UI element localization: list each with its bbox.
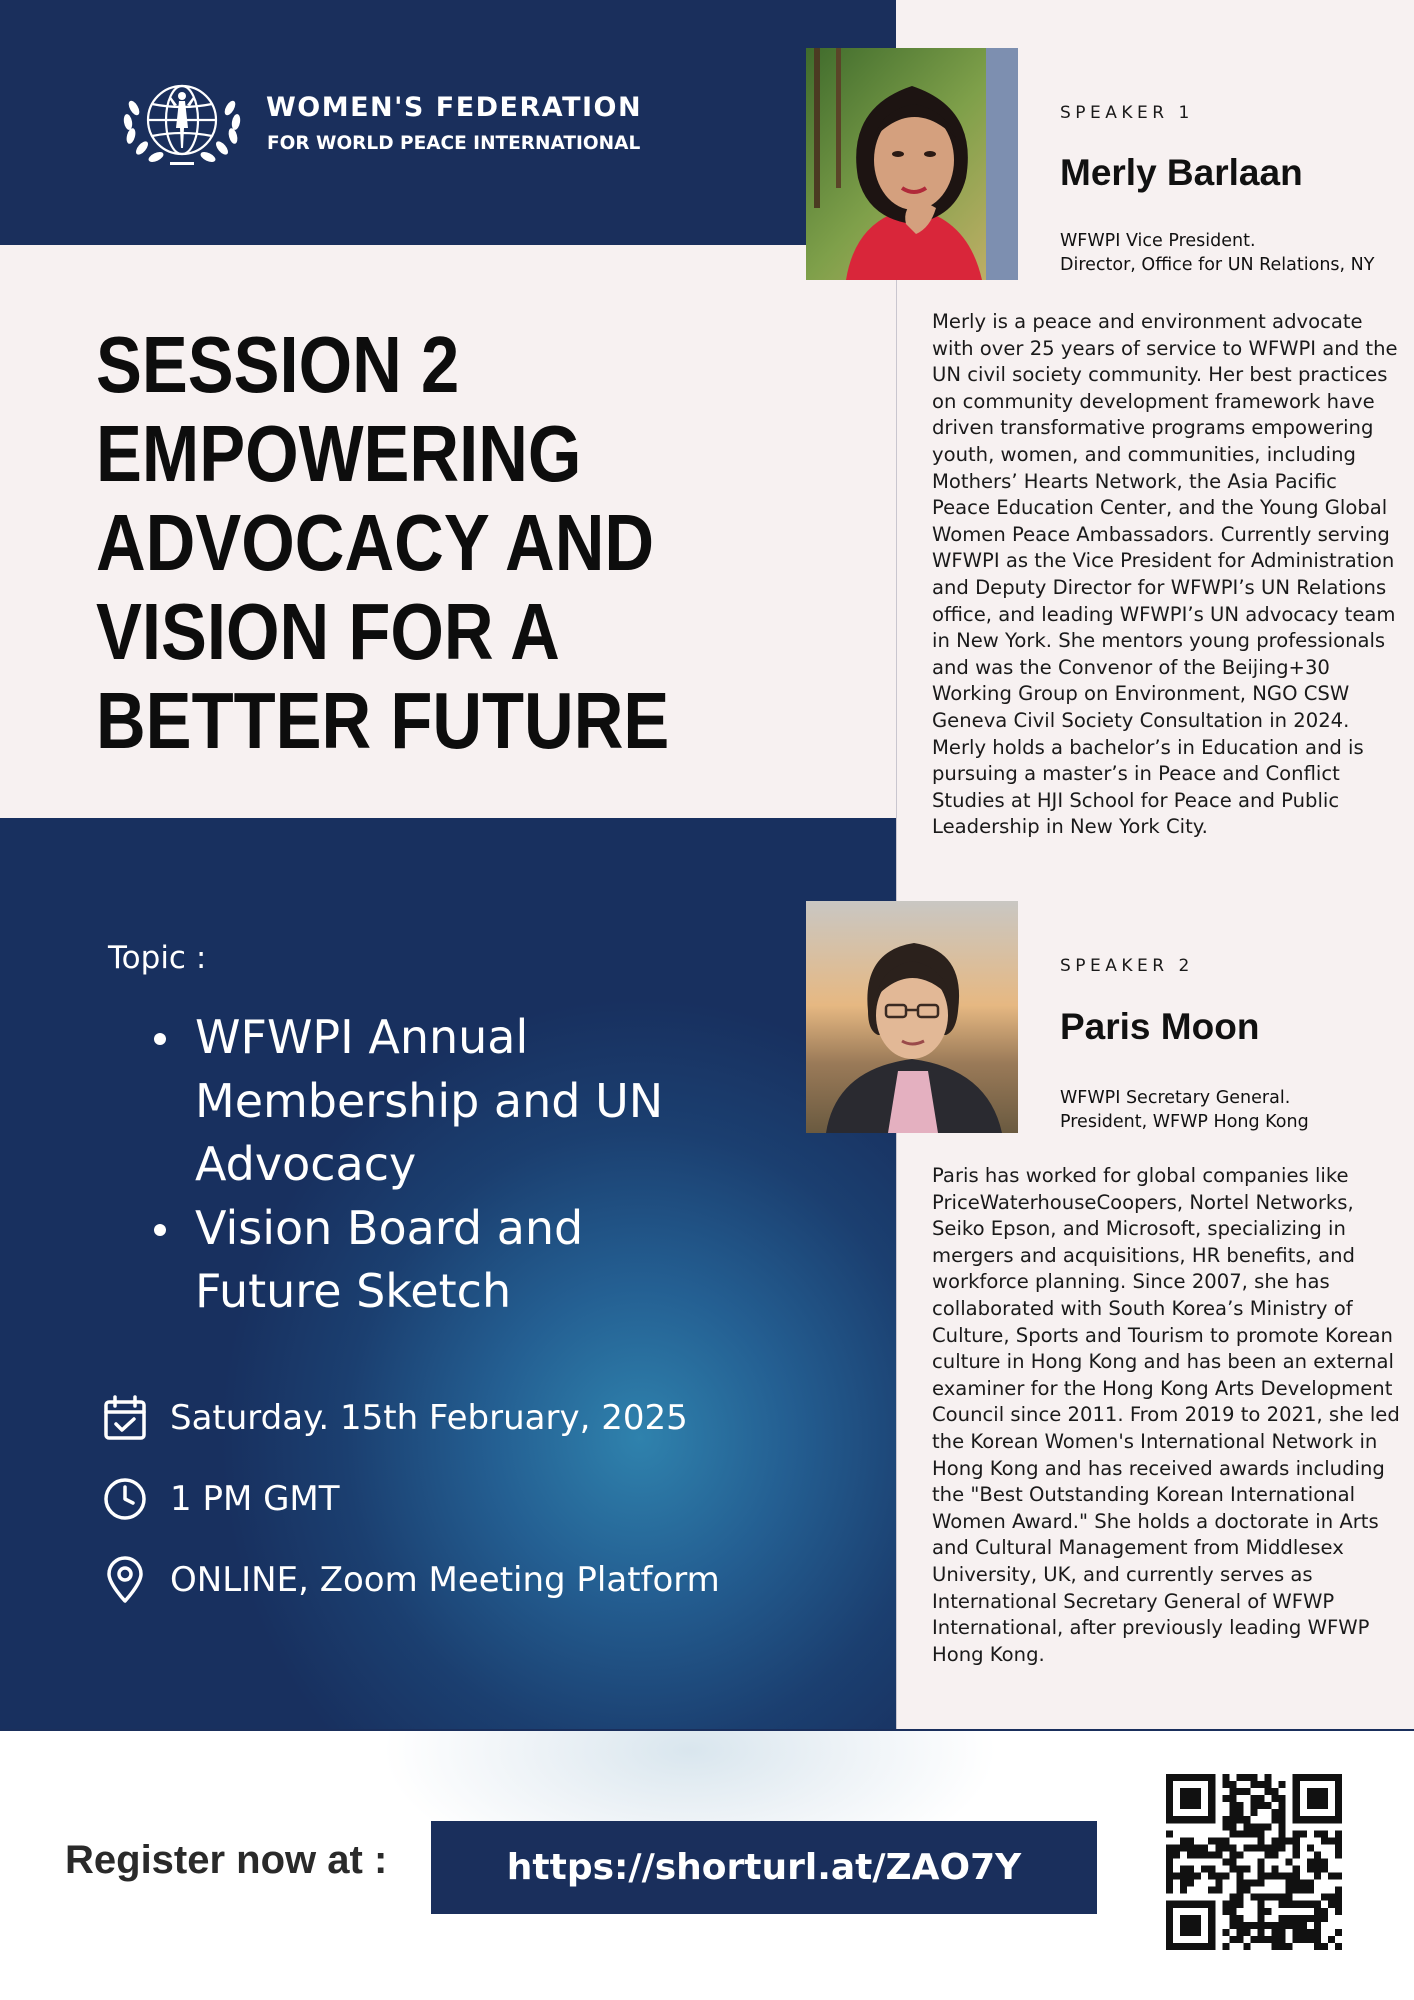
speaker-role-line: WFWPI Vice President. xyxy=(1060,231,1256,251)
wfwpi-logo xyxy=(112,78,252,170)
title-line: SESSION 2 xyxy=(96,320,460,409)
registration-url: https://shorturl.at/ZAO7Y xyxy=(506,1847,1022,1888)
session-title xyxy=(96,320,767,765)
topic-item: Vision Board and Future Sketch xyxy=(140,1197,700,1324)
speaker-role-line: WFWPI Secretary General. xyxy=(1060,1088,1291,1108)
title-line: EMPOWERING xyxy=(96,409,582,498)
title-line: BETTER FUTURE xyxy=(96,676,670,765)
clock-icon xyxy=(100,1474,150,1524)
event-location: ONLINE, Zoom Meeting Platform xyxy=(170,1560,720,1600)
speaker-1-name: Merly Barlaan xyxy=(1060,152,1303,193)
registration-qr-code[interactable] xyxy=(1166,1774,1342,1950)
registration-link[interactable] xyxy=(431,1821,1097,1914)
speaker-role-line: President, WFWP Hong Kong xyxy=(1060,1112,1309,1132)
event-time-row xyxy=(100,1474,340,1524)
speaker-role-line: Director, Office for UN Relations, NY xyxy=(1060,255,1375,275)
speaker-2-role xyxy=(1060,1086,1309,1134)
title-line: ADVOCACY AND xyxy=(96,498,655,587)
calendar-check-icon xyxy=(100,1393,150,1443)
event-location-row xyxy=(100,1555,720,1605)
speaker-1-bio: Merly is a peace and environment advocate with over 25 years of service to WFWPI and the UN civil society community. Her best practices on community development framework have driven transformative programs empowering youth, women, and communities, including Mothers’ Hearts Network, the Asia Pacific Peace Education Center, and the Young Global Women Peace Ambassadors. Currently serving WFWPI as the Vice President for Administration and Deputy Director for WFWPI’s UN Relations office, and leading WFWPI’s UN advocacy team in New York. She mentors young professionals and was the Convenor of the Beijing+30 Working Group on Environment, NGO CSW Geneva Civil Society Consultation in 2024. Merly holds a bachelor’s in Education and is pursuing a master’s in Peace and Conflict Studies at HJI School for Peace and Public Leadership in New York City. xyxy=(932,310,1398,839)
speaker-1-photo xyxy=(806,48,1018,280)
footer-divider xyxy=(0,1729,1414,1731)
org-subtitle: FOR WORLD PEACE INTERNATIONAL xyxy=(267,133,641,154)
speaker-2-bio: Paris has worked for global companies like PriceWaterhouseCoopers, Nortel Networks, Seiko Epson, and Microsoft, specializing in mergers and acquisitions, HR benefits, and workforce planning. Since 2007, she has collaborated with South Korea’s Ministry of Culture, Sports and Tourism to promote Korean culture in Hong Kong and has been an external examiner for the Hong Kong Arts Development Council since 2011. From 2019 to 2021, she led the Korean Women's International Network in Hong Kong and has received awards including the "Best Outstanding Korean International Women Award." She holds a doctorate in Arts and Cultural Management from Middlesex University, UK, and currently serves as International Secretary General of WFWP International, after previously leading WFWP Hong Kong. xyxy=(932,1164,1400,1666)
speaker-2-photo xyxy=(806,901,1018,1133)
title-line: VISION FOR A xyxy=(96,587,560,676)
event-date-row xyxy=(100,1393,688,1443)
org-name: WOMEN'S FEDERATION xyxy=(266,92,643,123)
speaker-2-tag: SPEAKER 2 xyxy=(1060,956,1194,976)
event-time: 1 PM GMT xyxy=(170,1479,340,1519)
speaker-1-role xyxy=(1060,229,1374,277)
topic-item: WFWPI Annual Membership and UN Advocacy xyxy=(140,1006,700,1197)
event-date: Saturday. 15th February, 2025 xyxy=(170,1398,688,1438)
register-label: Register now at : xyxy=(65,1838,388,1882)
speaker-1-tag: SPEAKER 1 xyxy=(1060,103,1194,123)
topic-list xyxy=(140,1006,700,1324)
speaker-2-name: Paris Moon xyxy=(1060,1006,1260,1047)
location-pin-icon xyxy=(100,1555,150,1605)
topic-label: Topic : xyxy=(108,940,207,976)
